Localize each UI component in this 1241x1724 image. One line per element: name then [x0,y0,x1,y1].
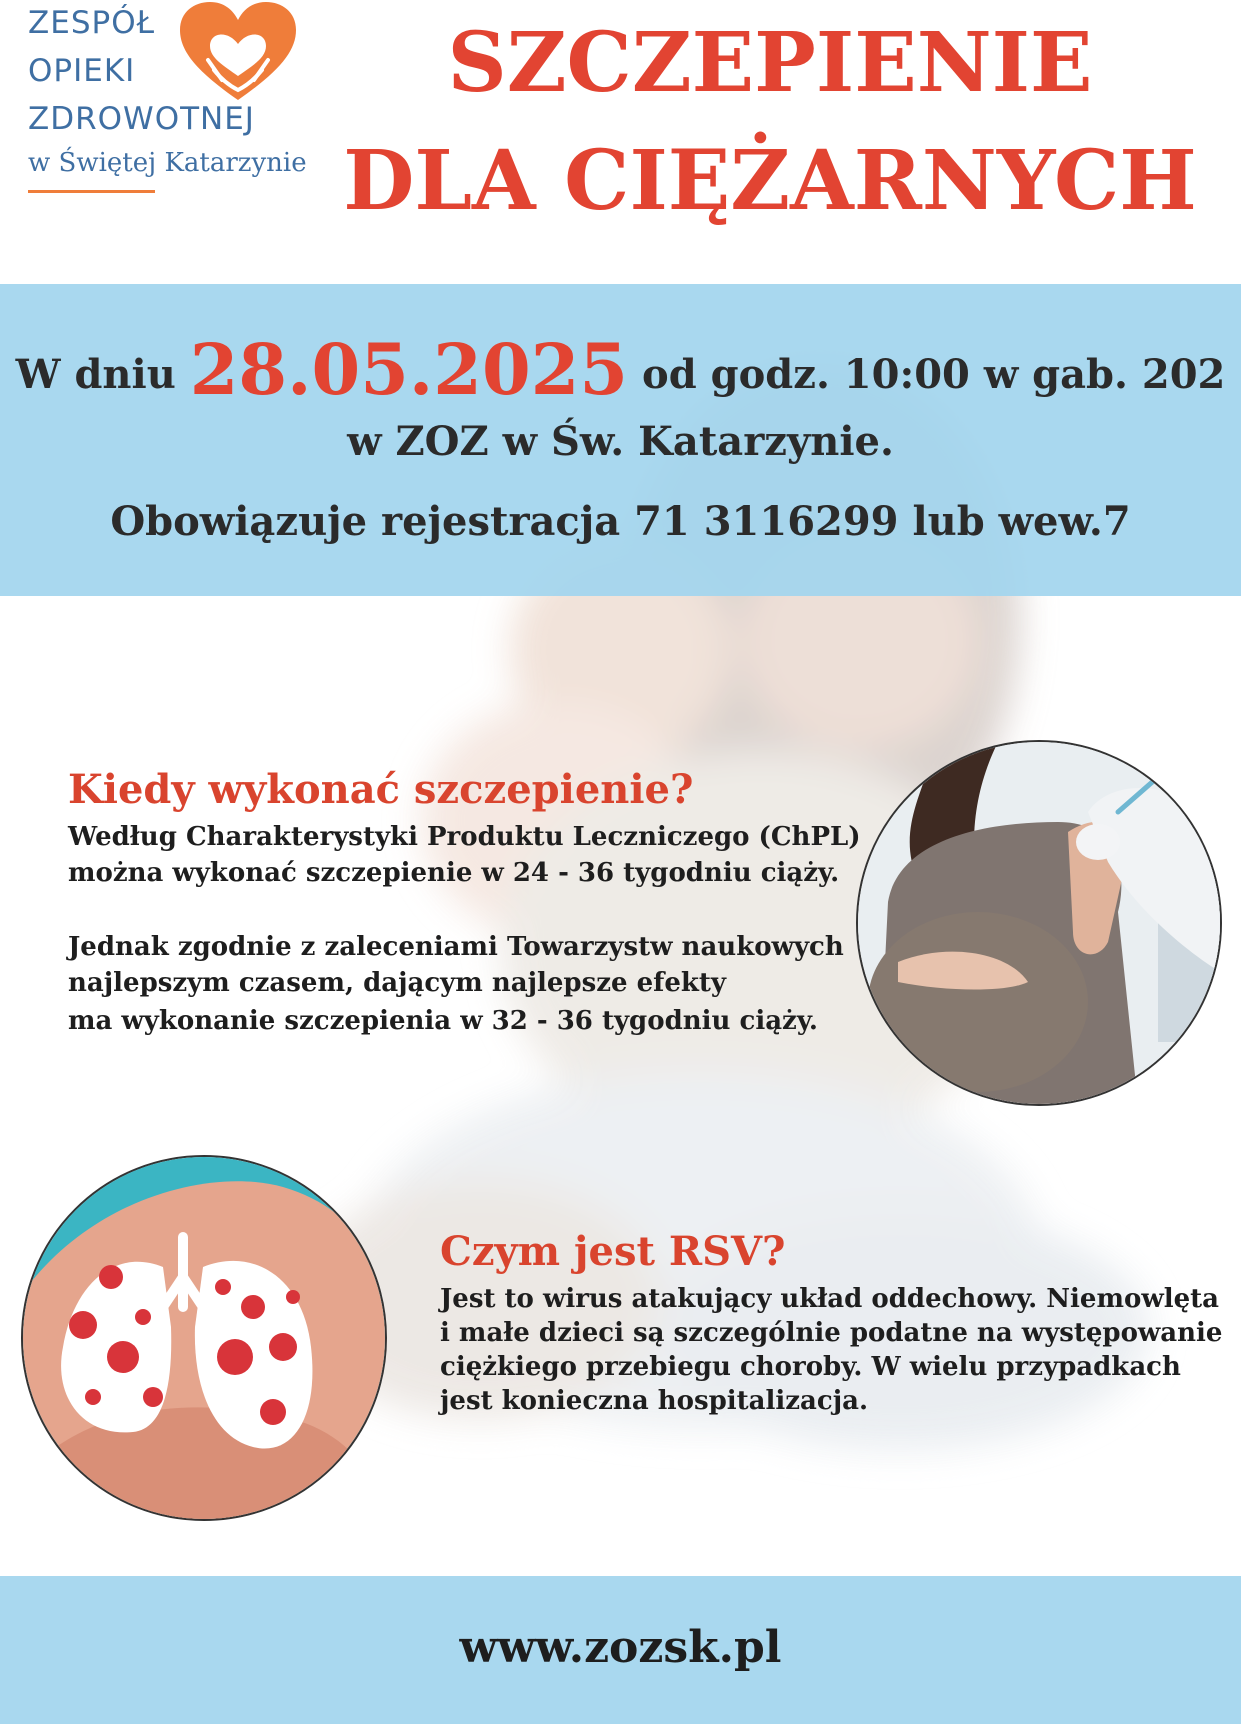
title-line-2: DLA CIĘŻARNYCH [343,133,1197,229]
logo-text-line-1: ZESPÓŁ [28,5,156,41]
pregnant-woman-vaccination-photo [856,740,1222,1106]
website-link[interactable]: www.zozsk.pl [459,1622,782,1673]
logo-text-line-3: ZDROWOTNEJ [28,101,255,137]
when-text-line-3: Jednak zgodnie z zaleceniami Towarzystw naukowych [68,932,844,962]
title-line-1: SZCZEPIENIE [447,15,1093,111]
rsv-text-line-4: jest konieczna hospitalizacja. [440,1386,869,1416]
logo-text-line-2: OPIEKI [28,53,136,89]
when-text-line-5: ma wykonanie szczepienia w 32 - 36 tygodniu ciąży. [68,1006,818,1036]
rsv-heading: Czym jest RSV? [440,1228,786,1275]
logo-text-line-4: w Świętej Katarzynie [28,148,307,178]
when-text-line-2: można wykonać szczepienie w 24 - 36 tygodniu ciąży. [68,858,840,888]
time-room: od godz. 10:00 w gab. 202 [628,351,1226,398]
rsv-text-line-3: ciężkiego przebiegu choroby. W wielu przypadkach [440,1352,1181,1382]
vaccination-date: 28.05.2025 [189,328,629,411]
date-prefix: W dniu [15,351,190,398]
rsv-text-line-2: i małe dzieci są szczególnie podatne na występowanie [440,1318,1223,1348]
registration-line: Obowiązuje rejestracja 71 3116299 lub wew.7 [110,498,1131,545]
appointment-date-line [0,328,1241,413]
when-heading: Kiedy wykonać szczepienie? [68,766,694,813]
logo-underline [28,190,155,193]
lungs-virus-hands-photo [21,1155,387,1521]
location-line: w ZOZ w Św. Katarzynie. [347,418,894,465]
when-text-line-4: najlepszym czasem, dającym najlepsze efekty [68,968,726,998]
rsv-text-line-1: Jest to wirus atakujący układ oddechowy. Niemowlęta [440,1284,1219,1314]
heart-hands-icon [178,0,298,104]
when-text-line-1: Według Charakterystyki Produktu Leczniczego (ChPL) [68,822,861,852]
